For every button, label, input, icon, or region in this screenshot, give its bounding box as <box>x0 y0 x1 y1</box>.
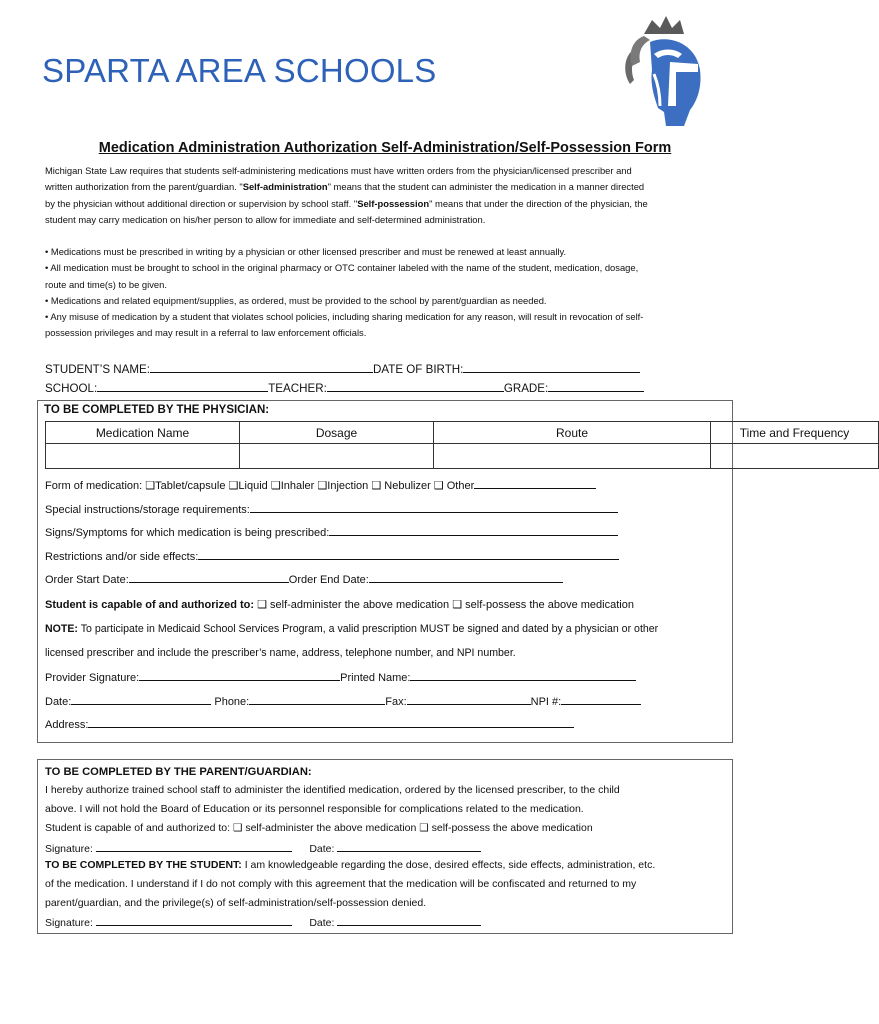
column-header: Time and Frequency <box>711 422 879 444</box>
self-possess-option: self-possess the above medication <box>431 822 593 834</box>
address-field[interactable] <box>88 717 574 728</box>
end-date-field[interactable] <box>369 572 563 583</box>
date-label: Date: <box>45 696 72 708</box>
school-field[interactable] <box>97 381 268 392</box>
column-header: Dosage <box>240 422 434 444</box>
note-text: To participate in Medicaid School Services Program, a valid prescription MUST be signed and dated by a physician or other <box>80 623 659 635</box>
address-row <box>45 717 574 731</box>
form-option: Nebulizer <box>384 480 431 492</box>
special-field[interactable] <box>250 502 618 513</box>
time-frequency-cell[interactable] <box>711 444 879 469</box>
student-date-field[interactable] <box>337 915 481 926</box>
rule-item: • Medications must be prescribed in writing by a physician or other licensed prescriber and must be renewed at least annually. <box>45 246 567 257</box>
checkbox[interactable]: ❑ <box>145 480 156 492</box>
intro-paragraph <box>45 163 735 228</box>
order-dates-row <box>45 572 563 586</box>
student-name-row <box>45 362 640 376</box>
date-field[interactable] <box>71 694 211 705</box>
self-possess-option: self-possess the above medication <box>465 599 634 611</box>
student-name-label: STUDENT’S NAME: <box>45 363 150 376</box>
spartan-helmet-logo <box>614 14 710 132</box>
end-date-label: Order End Date: <box>288 574 369 586</box>
physician-heading: TO BE COMPLETED BY THE PHYSICIAN: <box>44 404 270 416</box>
checkbox[interactable]: ❑ <box>452 599 463 611</box>
student-signature-field[interactable] <box>96 915 292 926</box>
signs-field[interactable] <box>329 525 618 536</box>
checkbox[interactable]: ❑ <box>419 822 429 834</box>
npi-label: NPI #: <box>530 696 562 708</box>
form-option: Inhaler <box>280 480 315 492</box>
rule-item: possession privileges and may result in a referral to law enforcement officials. <box>45 327 367 339</box>
rule-item: • Medications and related equipment/supplies, as ordered, must be provided to the school by parent/guardian as needed. <box>45 294 547 306</box>
provider-contact-row <box>45 694 641 708</box>
student-heading: TO BE COMPLETED BY THE STUDENT: <box>45 859 242 871</box>
checkbox[interactable]: ❑ <box>371 480 382 492</box>
medication-table <box>45 421 879 469</box>
restrictions-row <box>45 549 619 563</box>
note-line-1 <box>45 623 658 635</box>
form-of-medication-row <box>45 478 596 492</box>
student-name-field[interactable] <box>150 362 373 373</box>
dosage-cell[interactable] <box>240 444 434 469</box>
form-option: Liquid <box>238 480 268 492</box>
dob-field[interactable] <box>463 362 640 373</box>
signature-label: Signature: <box>45 917 93 929</box>
parent-student-section <box>37 759 733 934</box>
note-label: NOTE: <box>45 623 78 635</box>
start-date-field[interactable] <box>129 572 289 583</box>
capable-label: Student is capable of and authorized to: <box>45 822 231 834</box>
intro-line: by the physician without additional direction or supervision by school staff. "Self-possession" means that under the direction of the physician, the <box>45 197 648 209</box>
phone-field[interactable] <box>249 694 385 705</box>
signature-label: Signature: <box>45 843 93 855</box>
school-name: SPARTA AREA SCHOOLS <box>42 52 437 89</box>
note-line-2 <box>45 647 516 659</box>
checkbox[interactable]: ❑ <box>317 480 328 492</box>
checkbox[interactable]: ❑ <box>228 480 239 492</box>
provider-signature-field[interactable] <box>139 670 340 681</box>
student-statement-line-1: TO BE COMPLETED BY THE STUDENT: I am knowledgeable regarding the dose, desired effects, side effects, administration, etc. <box>45 859 656 871</box>
address-label: Address: <box>45 719 89 731</box>
rule-item: route and time(s) to be given. <box>45 278 167 290</box>
fax-field[interactable] <box>407 694 531 705</box>
phone-label: Phone: <box>214 696 250 708</box>
form-title: Medication Administration Authorization Self-Administration/Self-Possession Form <box>98 140 672 156</box>
parent-date-field[interactable] <box>337 841 481 852</box>
intro-line: written authorization from the parent/guardian. "Self-administration" means that the student can administer the medication in a manner directed <box>45 181 645 193</box>
teacher-field[interactable] <box>327 381 504 392</box>
intro-line: Michigan State Law requires that students self-administering medications must have written orders from the physician/licensed prescriber and <box>45 165 632 176</box>
table-row <box>46 444 879 469</box>
rule-item: • Any misuse of medication by a student that violates school policies, including sharing medication for any reason, will result in revocation of self- <box>45 311 644 323</box>
medication-name-cell[interactable] <box>46 444 240 469</box>
self-admin-option: self-administer the above medication <box>270 599 450 611</box>
date-label: Date: <box>309 917 335 929</box>
grade-field[interactable] <box>548 381 644 392</box>
form-option: Injection <box>327 480 369 492</box>
route-cell[interactable] <box>434 444 711 469</box>
form-option: Tablet/capsule <box>155 480 226 492</box>
printed-name-label: Printed Name: <box>340 672 411 684</box>
start-date-label: Order Start Date: <box>45 574 129 586</box>
checkbox[interactable]: ❑ <box>270 480 281 492</box>
signs-symptoms-row <box>45 525 618 539</box>
parent-signature-field[interactable] <box>96 841 292 852</box>
self-admin-option: self-administer the above medication <box>245 822 417 834</box>
signs-label: Signs/Symptoms for which medication is being prescribed: <box>45 527 330 539</box>
special-label: Special instructions/storage requirements: <box>45 504 250 516</box>
teacher-label: TEACHER: <box>268 382 327 395</box>
parent-text-1: I hereby authorize trained school staff to administer the identified medication, ordered by the licensed prescriber, to the child <box>45 784 620 796</box>
checkbox[interactable]: ❑ <box>232 822 243 834</box>
parent-heading: TO BE COMPLETED BY THE PARENT/GUARDIAN: <box>45 766 312 778</box>
capable-label: Student is capable of and authorized to: <box>45 599 255 611</box>
column-header: Route <box>434 422 711 444</box>
form-label: Form of medication: <box>45 480 143 492</box>
restrictions-label: Restrictions and/or side effects: <box>45 551 199 563</box>
restrictions-field[interactable] <box>198 549 619 560</box>
form-option: Other <box>446 480 475 492</box>
checkbox[interactable]: ❑ <box>433 480 444 492</box>
note-text: licensed prescriber and include the prescriber’s name, address, telephone number, and NPI number. <box>45 647 516 659</box>
dob-label: DATE OF BIRTH: <box>373 363 464 376</box>
rule-item: • All medication must be brought to school in the original pharmacy or OTC container labeled with the name of the student, medication, dosage, <box>45 262 639 274</box>
provider-signature-label: Provider Signature: <box>45 672 140 684</box>
npi-field[interactable] <box>561 694 641 705</box>
table-header-row <box>46 422 879 444</box>
provider-signature-row <box>45 670 636 684</box>
intro-line: student may carry medication on his/her person to allow for immediate and self-determined administration. <box>45 213 486 225</box>
checkbox[interactable]: ❑ <box>257 599 267 611</box>
student-statement-line-3: parent/guardian, and the privilege(s) of self-administration/self-possession denied. <box>45 897 427 909</box>
parent-capability-row <box>45 822 593 834</box>
parent-signature-row <box>45 841 481 855</box>
grade-label: GRADE: <box>503 382 549 395</box>
student-signature-row <box>45 915 481 929</box>
other-form-field[interactable] <box>474 478 596 489</box>
student-statement-line-2: of the medication. I understand if I do not comply with this agreement that the medication will be confiscated and returned to my <box>45 878 637 890</box>
printed-name-field[interactable] <box>410 670 636 681</box>
rules-list <box>45 244 735 342</box>
date-label: Date: <box>309 843 335 855</box>
fax-label: Fax: <box>385 696 407 708</box>
column-header: Medication Name <box>46 422 240 444</box>
physician-section <box>37 400 850 743</box>
school-label: SCHOOL: <box>45 382 98 395</box>
parent-text-2: above. I will not hold the Board of Education or its personnel responsible for complications related to the medication. <box>45 803 584 815</box>
special-instructions-row <box>45 502 618 516</box>
school-row <box>45 381 644 395</box>
capability-row <box>45 598 634 611</box>
